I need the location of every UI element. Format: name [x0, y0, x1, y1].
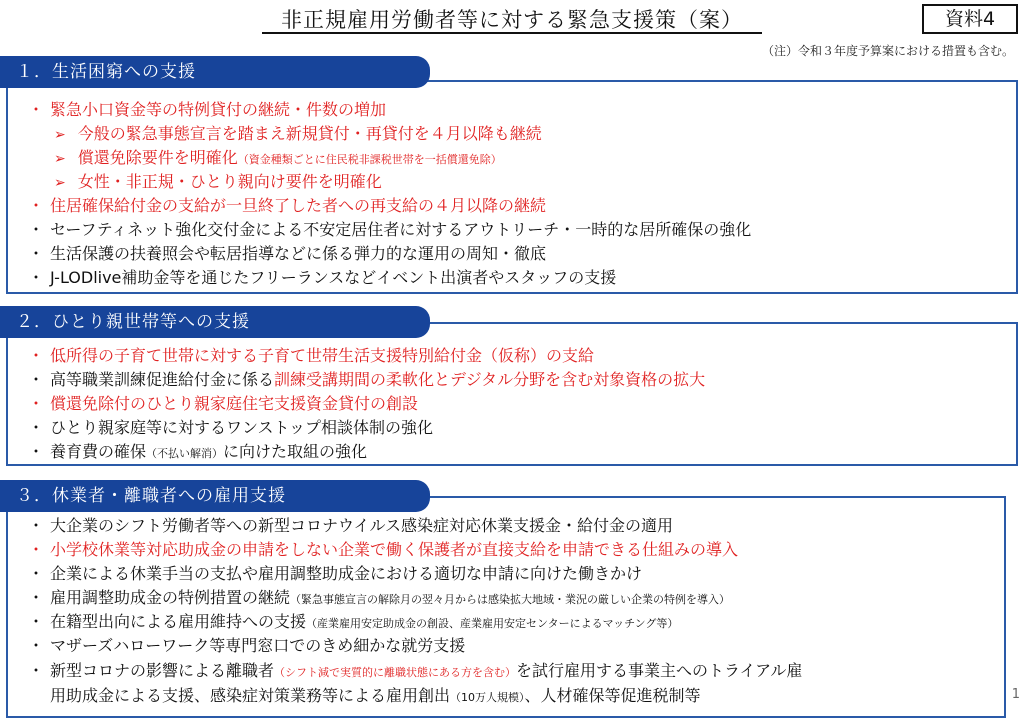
list-item: ・ 雇用調整助成金の特例措置の継続（緊急事態宣言の解除月の翌々月からは感染拡大地域・業況の厳しい企業の特例を導入） [28, 588, 731, 607]
list-item: ・ 緊急小口資金等の特例貸付の継続・件数の増加 [28, 100, 387, 119]
section-2-header: ２．ひとり親世帯等への支援 [0, 306, 430, 338]
list-item: ・ マザーズハローワーク等専門窓口でのきめ細かな就労支援 [28, 636, 466, 655]
list-item: ・ 大企業のシフト労働者等への新型コロナウイルス感染症対応休業支援金・給付金の適用 [28, 516, 674, 535]
note-text: （注）令和３年度予算案における措置も含む。 [761, 44, 1014, 58]
page-number: 1 [1011, 687, 1020, 702]
list-item: ・ 養育費の確保（不払い解消）に向けた取組の強化 [28, 442, 368, 461]
section-3-header: ３．休業者・離職者への雇用支援 [0, 480, 430, 512]
section-2-items [28, 344, 705, 464]
title-underline [262, 32, 762, 34]
list-item: ・ 高等職業訓練促進給付金に係る訓練受講期間の柔軟化とデジタル分野を含む対象資格の拡大 [28, 370, 706, 389]
list-item: ・ 償還免除付のひとり親家庭住宅支援資金貸付の創設 [28, 394, 419, 413]
list-subitem: ➢ 償還免除要件を明確化（資金種類ごとに住民税非課税世帯を一括償還免除） [28, 146, 751, 170]
list-item-continuation: 用助成金による支援、感染症対策業務等による雇用創出（10万人規模）、人材確保等促進税制等 [50, 686, 701, 705]
list-item: ・ 住居確保給付金の支給が一旦終了した者への再支給の４月以降の継続 [28, 196, 547, 215]
list-item: ・ 新型コロナの影響による離職者（シフト減で実質的に離職状態にある方を含む）を試行雇用する事業主へのトライアル雇 [28, 661, 803, 680]
list-item: ・ 生活保護の扶養照会や転居指導などに係る弾力的な運用の周知・徹底 [28, 244, 547, 263]
page-title: 非正規雇用労働者等に対する緊急支援策（案） [281, 8, 743, 32]
list-subitem: ➢ 女性・非正規・ひとり親向け要件を明確化 [28, 170, 751, 194]
list-subitem: ➢ 今般の緊急事態宣言を踏まえ新規貸付・再貸付を４月以降も継続 [28, 122, 751, 146]
list-item: ・ J-LODlive補助金等を通じたフリーランスなどイベント出演者やスタッフの支援 [28, 268, 617, 287]
list-item: ・ ひとり親家庭等に対するワンストップ相談体制の強化 [28, 418, 434, 437]
section-1-items [28, 98, 751, 290]
list-item: ・ 在籍型出向による雇用維持への支援（産業雇用安定助成金の創設、産業雇用安定センターによるマッチング等） [28, 612, 679, 631]
document-label: 資料4 [922, 4, 1018, 34]
section-1-header: １．生活困窮への支援 [0, 56, 430, 88]
list-item: ・ セーフティネット強化交付金による不安定居住者に対するアウトリーチ・一時的な居所確保の強化 [28, 220, 752, 239]
list-item: ・ 企業による休業手当の支払や雇用調整助成金における適切な申請に向けた働きかけ [28, 564, 643, 583]
list-item: ・ 小学校休業等対応助成金の申請をしない企業で働く保護者が直接支給を申請できる仕組みの導入 [28, 540, 739, 559]
list-item: ・ 低所得の子育て世帯に対する子育て世帯生活支援特別給付金（仮称）の支給 [28, 346, 595, 365]
section-3-items [28, 514, 802, 708]
